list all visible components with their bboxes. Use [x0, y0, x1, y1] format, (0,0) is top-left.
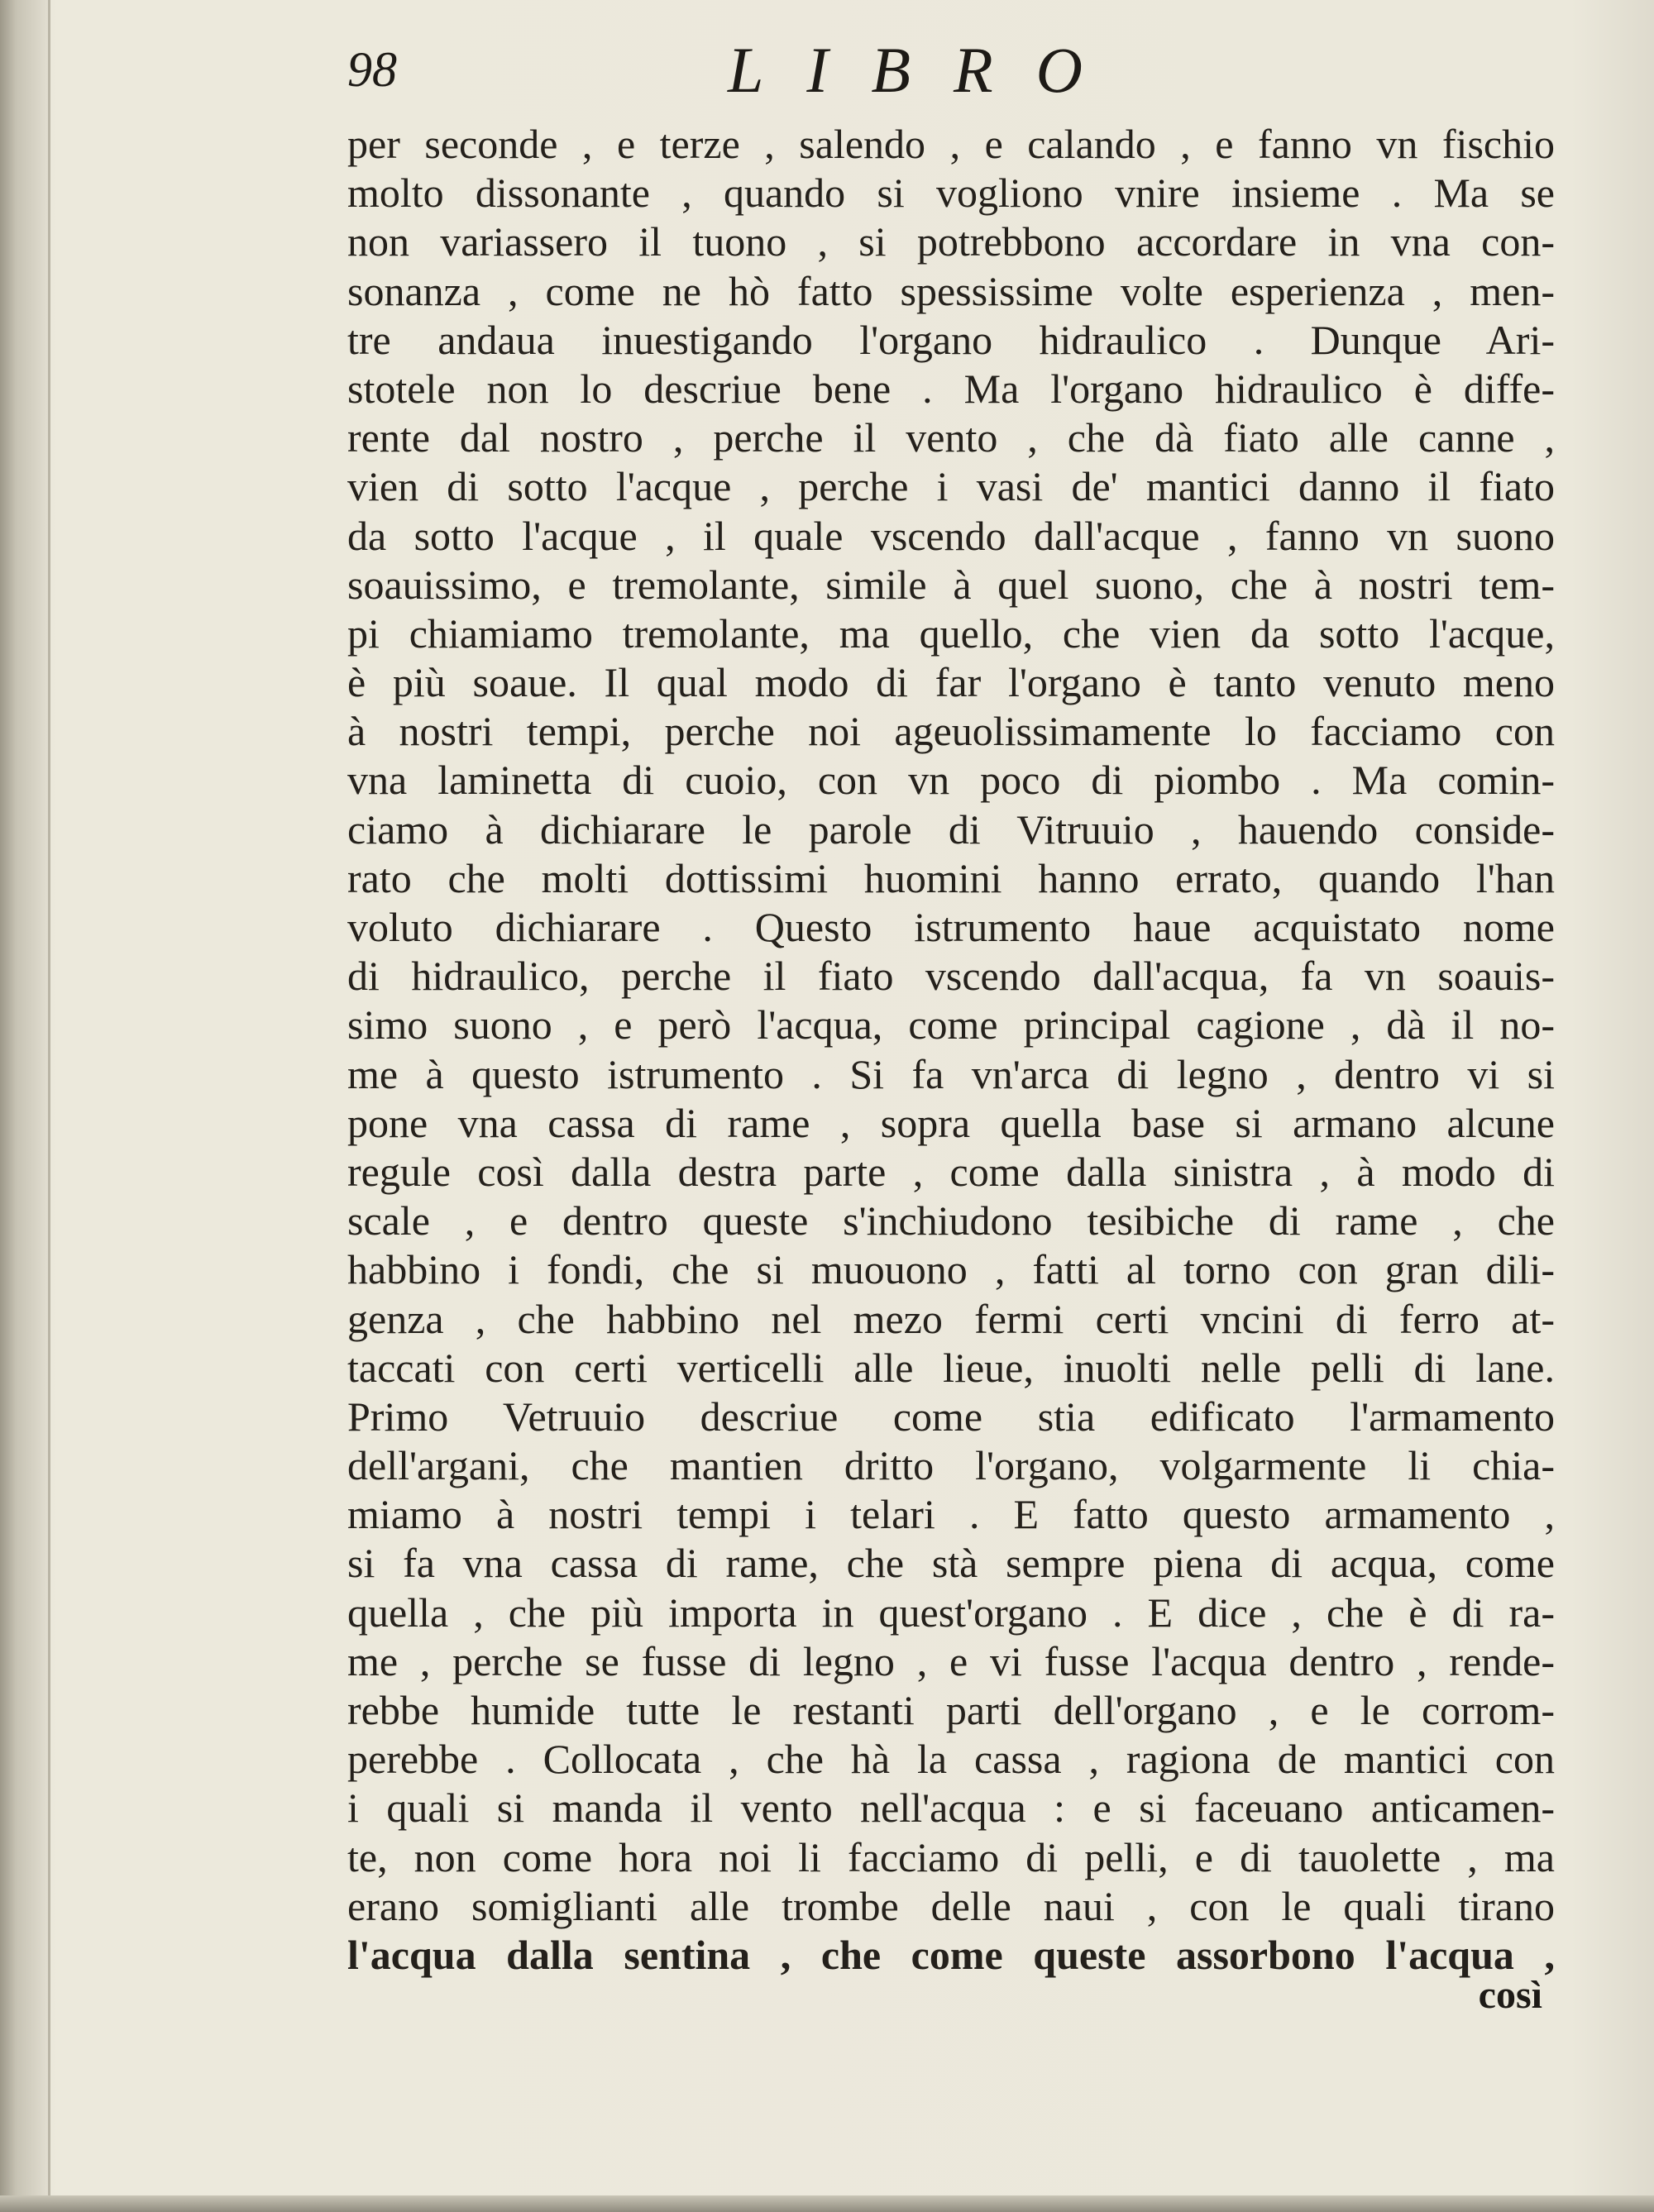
text-line: stotele non lo descriue bene . Ma l'organo hidraulico è diffe- [347, 365, 1555, 412]
text-line: l'acqua dalla sentina , che come queste assorbono l'acqua , [347, 1931, 1555, 1978]
text-line: vna laminetta di cuoio, con vn poco di piombo . Ma comin- [347, 757, 1555, 804]
binding-gutter [0, 0, 50, 2212]
text-line: pone vna cassa di rame , sopra quella base si armano alcune [347, 1099, 1555, 1146]
text-line: sonanza , come ne hò fatto spessissime volte esperienza , men- [347, 267, 1555, 314]
text-line: da sotto l'acque , il quale vscendo dall'acque , fanno vn suono [347, 512, 1555, 559]
text-line: i quali si manda il vento nell'acqua : e si faceuano anticamen- [347, 1784, 1555, 1832]
text-line: rente dal nostro , perche il vento , che dà fiato alle canne , [347, 414, 1555, 461]
text-line: erano somiglianti alle trombe delle naui , con le quali tirano [347, 1882, 1555, 1929]
gutter-fold-line [48, 0, 50, 2212]
text-line: Primo Vetruuio descriue come stia edificato l'armamento [347, 1393, 1555, 1440]
page-bottom-edge [0, 2195, 1654, 2212]
text-line: genza , che habbino nel mezo fermi certi vncini di ferro at- [347, 1295, 1555, 1342]
catchword: così [1478, 1973, 1542, 2017]
text-line: simo suono , e però l'acqua, come principal cagione , dà il no- [347, 1001, 1555, 1049]
text-line: tre andaua inuestigando l'organo hidraulico . Dunque Ari- [347, 316, 1555, 363]
text-line: ciamo à dichiarare le parole di Vitruuio , hauendo conside- [347, 805, 1555, 853]
text-line: miamo à nostri tempi i telari . E fatto questo armamento , [347, 1491, 1555, 1538]
text-line: per seconde , e terze , salendo , e calando , e fanno vn fischio [347, 121, 1555, 167]
text-line: taccati con certi verticelli alle lieue, inuolti nelle pelli di lane. [347, 1344, 1555, 1391]
text-line: dell'argani, che mantien dritto l'organo, volgarmente li chia- [347, 1442, 1555, 1489]
text-line: è più soaue. Il qual modo di far l'organo è tanto venuto meno [347, 659, 1555, 706]
text-line: molto dissonante , quando si vogliono vnire insieme . Ma se [347, 170, 1555, 217]
text-line: rato che molti dottissimi huomini hanno errato, quando l'han [347, 854, 1555, 901]
text-line: me , perche se fusse di legno , e vi fusse l'acqua dentro , rende- [347, 1637, 1555, 1684]
text-line: voluto dichiarare . Questo istrumento haue acquistato nome [347, 904, 1555, 950]
text-line: rebbe humide tutte le restanti parti dell'organo , e le corrom- [347, 1687, 1555, 1733]
body-text [347, 120, 1555, 1980]
running-title: LIBRO [728, 34, 1126, 106]
text-line: à nostri tempi, perche noi ageuolissimamente lo facciamo con [347, 708, 1555, 755]
text-line: habbino i fondi, che si muouono , fatti al torno con gran dili- [347, 1246, 1555, 1293]
text-line: scale , e dentro queste s'inchiudono tesibiche di rame , che [347, 1197, 1555, 1245]
page-header [347, 33, 1571, 107]
text-line: pi chiamiamo tremolante, ma quello, che vien da sotto l'acque, [347, 609, 1555, 657]
text-line: si fa vna cassa di rame, che stà sempre piena di acqua, come [347, 1540, 1555, 1587]
page-number: 98 [347, 42, 397, 97]
text-line: te, non come hora noi li facciamo di pelli, e di tauolette , ma [347, 1833, 1555, 1880]
text-line: di hidraulico, perche il fiato vscendo dall'acqua, fa vn soauis- [347, 953, 1555, 1000]
text-line: vien di sotto l'acque , perche i vasi de' mantici danno il fiato [347, 463, 1555, 510]
text-line: regule così dalla destra parte , come dalla sinistra , à modo di [347, 1148, 1555, 1195]
text-line: soauissimo, e tremolante, simile à quel suono, che à nostri tem- [347, 561, 1555, 608]
text-line: me à questo istrumento . Si fa vn'arca di legno , dentro vi si [347, 1050, 1555, 1097]
text-line: quella , che più importa in quest'organo . E dice , che è di ra- [347, 1589, 1555, 1636]
text-line: perebbe . Collocata , che hà la cassa , ragiona de mantici con [347, 1736, 1555, 1783]
text-line: non variassero il tuono , si potrebbono accordare in vna con- [347, 218, 1555, 265]
